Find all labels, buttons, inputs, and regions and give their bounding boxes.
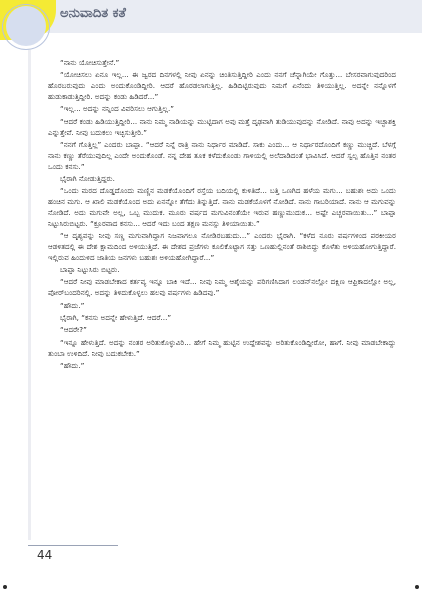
paragraph: “ಹೌದು.” bbox=[60, 361, 85, 371]
paragraph: “ನಾನು ಯೋಚಿಸುತ್ತೇನೆ.” bbox=[60, 58, 120, 67]
paragraph: “ಇನ್ನೂ ಹೇಳುತ್ತಿದೆ. ಅದನ್ನು ನಂತರ ಅರಿತುಕೊಳ್ಳುವಿರಿ... ಹೇಗೆ ನಿಮ್ಮ ಹುಟ್ಟಿನ ಉದ್ದೇಶವನ್ನು ಅರಿತುಕೊಂಡಿದ್ದೀರೋ, ಹಾಗೆ. ನೀವು ಮಾಡಬೇಕಾದ್ದು ತುಂಬಾ ಉಳಿದಿದೆ. ನೀವು ಬದುಕಬೇಕು.” bbox=[48, 337, 396, 358]
paragraph: “ಆದರೇ?” bbox=[60, 325, 87, 335]
paragraph: ಬಾಪ್ಪಾ ನಿಟ್ಟುಸಿರು ಬಿಟ್ಟರು. bbox=[60, 265, 120, 275]
paragraph: ಭೈರಾಗಿ ನೋಡುತ್ತಿದ್ದರು. bbox=[60, 173, 115, 183]
paragraph: “ಆದರೆ ನೀವು ಮಾಡಬೇಕಾದ ಕರ್ತವ್ಯ ಇನ್ನೂ ಬಾಕಿ ಇದೆ... ನೀವು ನಿಮ್ಮ ಆಶ್ಕೆಯನ್ನು ಪರಿಗಣಿಸಿದಾಗ ಲಂಡನ್‌ನಲ್ಲೋ ದಕ್ಷಿಣ ಆಫ್ರಿಕಾದಲ್ಲೋ ಅಲ್ಲ, ಪೋರ್‌ಬಂದರಿನಲ್ಲಿ. ಅದನ್ನು ತಿಳಿದುಕೊಳ್ಳಲು ಹಲವು ವರ್ಷಗಳು ಹಿಡಿದವು.” bbox=[48, 277, 396, 298]
corner-mark bbox=[3, 585, 7, 589]
paragraph: “ನನಗೆ ಗೊತ್ತಿಲ್ಲ” ಎಂದರು ಬಾಪ್ಪಾ. “ಆದರೆ ನಿನ್ನೆ ರಾತ್ರಿ ನಾನು ನಿರ್ಧಾರ ಮಾಡಿದೆ. ಸಾಕು ಎಂದು... ಆ ನಿರ್ಧಾರದೊಂದಿಗೆ ಕಣ್ಣು ಮುಚ್ಚಿದೆ. ಬೆಳಗ್ಗೆ ನಾನು ಕಣ್ಣು ತೆರೆಯುವುದಿಲ್ಲ ಎಂದೇ ಅಂದುಕೊಂಡೆ. ನನ್ನ ದೇಹ ತೂಕ ಕಳೆದುಕೊಂಡು ಗಾಳಿಯಲ್ಲಿ ಅಲೆದಾಡಿದಂತೆ ಭಾವಿಸಿದೆ. ಆದರೆ ಸ್ವಲ್ಪ ಹೊತ್ತಿನ ನಂತರ ಒಂದು ಕನಸು.” bbox=[48, 139, 396, 171]
left-margin-rule bbox=[28, 50, 31, 540]
paragraph: “ಆ ದೃಶ್ಯವನ್ನು ನೀವು ಸಣ್ಣ ಮಗುವಾಗಿದ್ದಾಗ ನಿಜವಾಗಲೂ ನೋಡಿರಬಹುದು...” ಎಂದರು ಭೈರಾಗಿ. “ಕಳೆದ ನೂರು ವರ್ಷಗಳಿಂದ ಪರಕೀಯರ ಆಡಳಿತದಲ್ಲಿ ಈ ದೇಶ ಕ್ಷಾಮದಿಂದ ಅಳಿಯುತ್ತಿದೆ. ಈ ದೇಶದ ಪ್ರಜೆಗಳು ಕೂಲಿಕೊಟ್ಟಾಗ ಸತ್ತು ಒಣಹುಲ್ಲಿನಂತೆ ರಾಶಿಬಿದ್ದು ಕೊಳೆತು ಅಳಿಯಹೋಗುತ್ತಿದ್ದಾರೆ. ಇಲ್ಲಿರುವ ಹಿಂದುಳಿದ ಜಾತಿಯ ಜನಗಳು ಬಹುಶಃ ಅಳಿಯಹೋಗಿದ್ದಾರೆ...” bbox=[48, 231, 396, 262]
section-title: ಅನುವಾದಿತ ಕತೆ bbox=[60, 6, 126, 21]
paragraph: “ಯೋಚಿಸಲು ಏನೂ ಇಲ್ಲ... ಈ ಜ್ವರದ ದಿನಗಳಲ್ಲಿ ನೀವು ಏನನ್ನು ಚಿಂತಿಸುತ್ತಿದ್ದೀರಿ ಎಂದು ನನಗೆ ಚೆನ್ನಾಗಿಯೇ ಗೊತ್ತು... ಬೇಸರವಾಗುವುದರಿಂದ ಹೊರಬರುವುದು ಎಂದು ಅಂದುಕೊಂಡಿದ್ದೀರಿ. ಆದರೆ ಹೊರಡಲಾಗುತ್ತಿಲ್ಲ. ಹಿಡಿದಿಟ್ಟಿರುವುದು ನಿಮಗೆ ಏನೆಂದು ತಿಳಿಯುತ್ತಿಲ್ಲ. ಅದನ್ನೇ ನನ್ನೊಳಗೆ ಹುಡುಕಾಡುತ್ತಿದ್ದೀರಿ. ಅದನ್ನು ಕಂಡು ಹಿಡಿದರೆ...” bbox=[48, 70, 396, 101]
page-number: 44 bbox=[37, 548, 53, 562]
story-body bbox=[48, 58, 396, 373]
paragraph: “ಹೌದು.” bbox=[60, 300, 85, 310]
paragraph: “ಇಲ್ಲ... ಅದನ್ನು ನನ್ನಿಂದ ವಿವರಿಸಲು ಆಗುತ್ತಿಲ್ಲ.” bbox=[60, 104, 174, 114]
corner-mark bbox=[415, 585, 419, 589]
paragraph: ಭೈರಾಗಿ, “ಕನಸು ಅದನ್ನೇ ಹೇಳುತ್ತಿದೆ. ಆದರೆ...” bbox=[60, 313, 172, 323]
decorative-ring bbox=[2, 4, 50, 50]
paragraph: “ಆದರೆ ಕಂಡು ಹಿಡಿಯುತ್ತಿದ್ದೀರಿ... ನಾನು ನಿಮ್ಮ ನಾಡಿಯನ್ನು ಮುಟ್ಟಿದಾಗ ಅವು ಮತ್ತೆ ದೃಢವಾಗಿ ತುಡಿಯುವುದನ್ನು ನೋಡಿದೆ. ನಾವು ಅದನ್ನು ಇಚ್ಛಾಶಕ್ತಿ ಎನ್ನುತ್ತೇವೆ. ನೀವು ಬದುಕಲು ಇಚ್ಛಿಸುತ್ತೀರಿ.” bbox=[48, 116, 396, 137]
paragraph: “ಒಂದು ಮರದ ದೊಡ್ಡದೊಂದು ಮಣ್ಣಿನ ಮಡಕೆಯೊಂದಿಗೆ ರಸ್ತೆಯ ಬದಿಯಲ್ಲಿ ಕುಳಿತಿದೆ... ಬತ್ತಿ ಒಣಗಿದ ಹಳೆಯ ಮಗು... ಬಹುಶಃ ಅದು ಒಂದು ಹಂಚಿನ ಮಗು. ಆ ಖಾಲಿ ಮಡಕೆಯೊಂದ ಅದು ಏನನ್ನೋ ತೆಗೆದು ತಿನ್ನುತ್ತಿದೆ. ನಾನು ಮಡಕೆಯೊಳಗೆ ನೋಡಿದೆ. ನಾನು ಗಾಬರಿಯಾದೆ. ನಾನು ಆ ಮಗುವನ್ನು ನೋಡಿದೆ. ಅದು ಮಗುವೇ ಅಲ್ಲ, ಒಬ್ಬ ಮುದುಕ. ಮೂರು ವರ್ಷದ ಮಗುವಿನಂತೆಯೇ ಇರುವ ಹಣ್ಣುಮುದುಕ... ಅಷ್ಟೇ ಎಚ್ಚರವಾಯಿತು...” ಬಾಪ್ಪಾ ನಿಟ್ಟುಸಿರುಬಿಟ್ಟರು. “ಕ್ರೂರವಾದ ಕನಸು... ಆದರೆ ಇದು ಬಂದ ತಕ್ಷಣ ಮನಸ್ಸು ತಿಳಿಯಾಯಿತು.” bbox=[48, 186, 396, 228]
footer-rule bbox=[28, 545, 118, 546]
